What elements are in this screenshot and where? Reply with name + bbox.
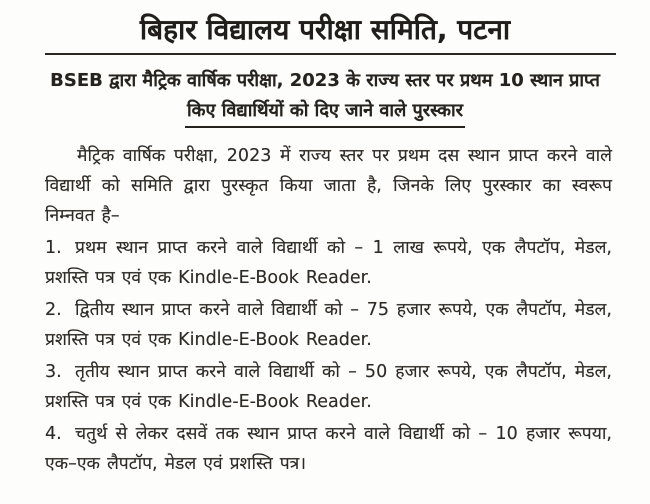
item-number: 3. xyxy=(45,362,62,382)
item-number: 4. xyxy=(45,424,62,444)
document-title: बिहार विद्यालय परीक्षा समिति, पटना xyxy=(139,13,511,46)
item-number: 1. xyxy=(45,238,62,258)
prize-item-2 xyxy=(45,295,612,355)
title-divider xyxy=(45,53,616,55)
subtitle-line-1: BSEB द्वारा मैट्रिक वार्षिक परीक्षा, 2023 के राज्य स्तर पर प्रथम 10 स्थान प्राप्त xyxy=(50,70,600,91)
subtitle-underlined-text: किए विद्यार्थियों को दिए जाने वाले पुरस्कार xyxy=(185,98,465,128)
intro-paragraph: मैट्रिक वार्षिक परीक्षा, 2023 में राज्य स्तर पर प्रथम दस स्थान प्राप्त करने वाले विद्यार्थी को समिति द्वारा पुरस्कृत किया जाता है, जिनके लिए पुरस्कार का स्वरूप निम्नवत है– xyxy=(45,146,612,226)
prize-item-1 xyxy=(45,233,612,293)
document-subtitle xyxy=(0,66,650,128)
subtitle-line-2 xyxy=(0,96,650,128)
item-text: प्रथम स्थान प्राप्त करने वाले विद्यार्थी को – 1 लाख रूपये, एक लैपटॉप, मेडल, प्रशस्ति पत्र एवं एक Kindle-E-Book Reader. xyxy=(45,238,612,288)
item-text: तृतीय स्थान प्राप्त करने वाले विद्यार्थी को – 50 हजार रूपये, एक लैपटॉप, मेडल, प्रशस्ति पत्र एवं एक Kindle-E-Book Reader. xyxy=(45,362,612,412)
item-text: द्वितीय स्थान प्राप्त करने वाले विद्यार्थी को – 75 हजार रूपये, एक लैपटॉप, मेडल, प्रशस्ति पत्र एवं एक Kindle-E-Book Reader. xyxy=(45,300,612,350)
prize-item-3 xyxy=(45,357,612,417)
prize-item-4 xyxy=(45,419,612,479)
item-number: 2. xyxy=(45,300,62,320)
item-text: चतुर्थ से लेकर दसवें तक स्थान प्राप्त करने वाले विद्यार्थी को – 10 हजार रूपया, एक–एक लैपटॉप, मेडल एवं प्रशस्ति पत्र। xyxy=(45,424,612,474)
